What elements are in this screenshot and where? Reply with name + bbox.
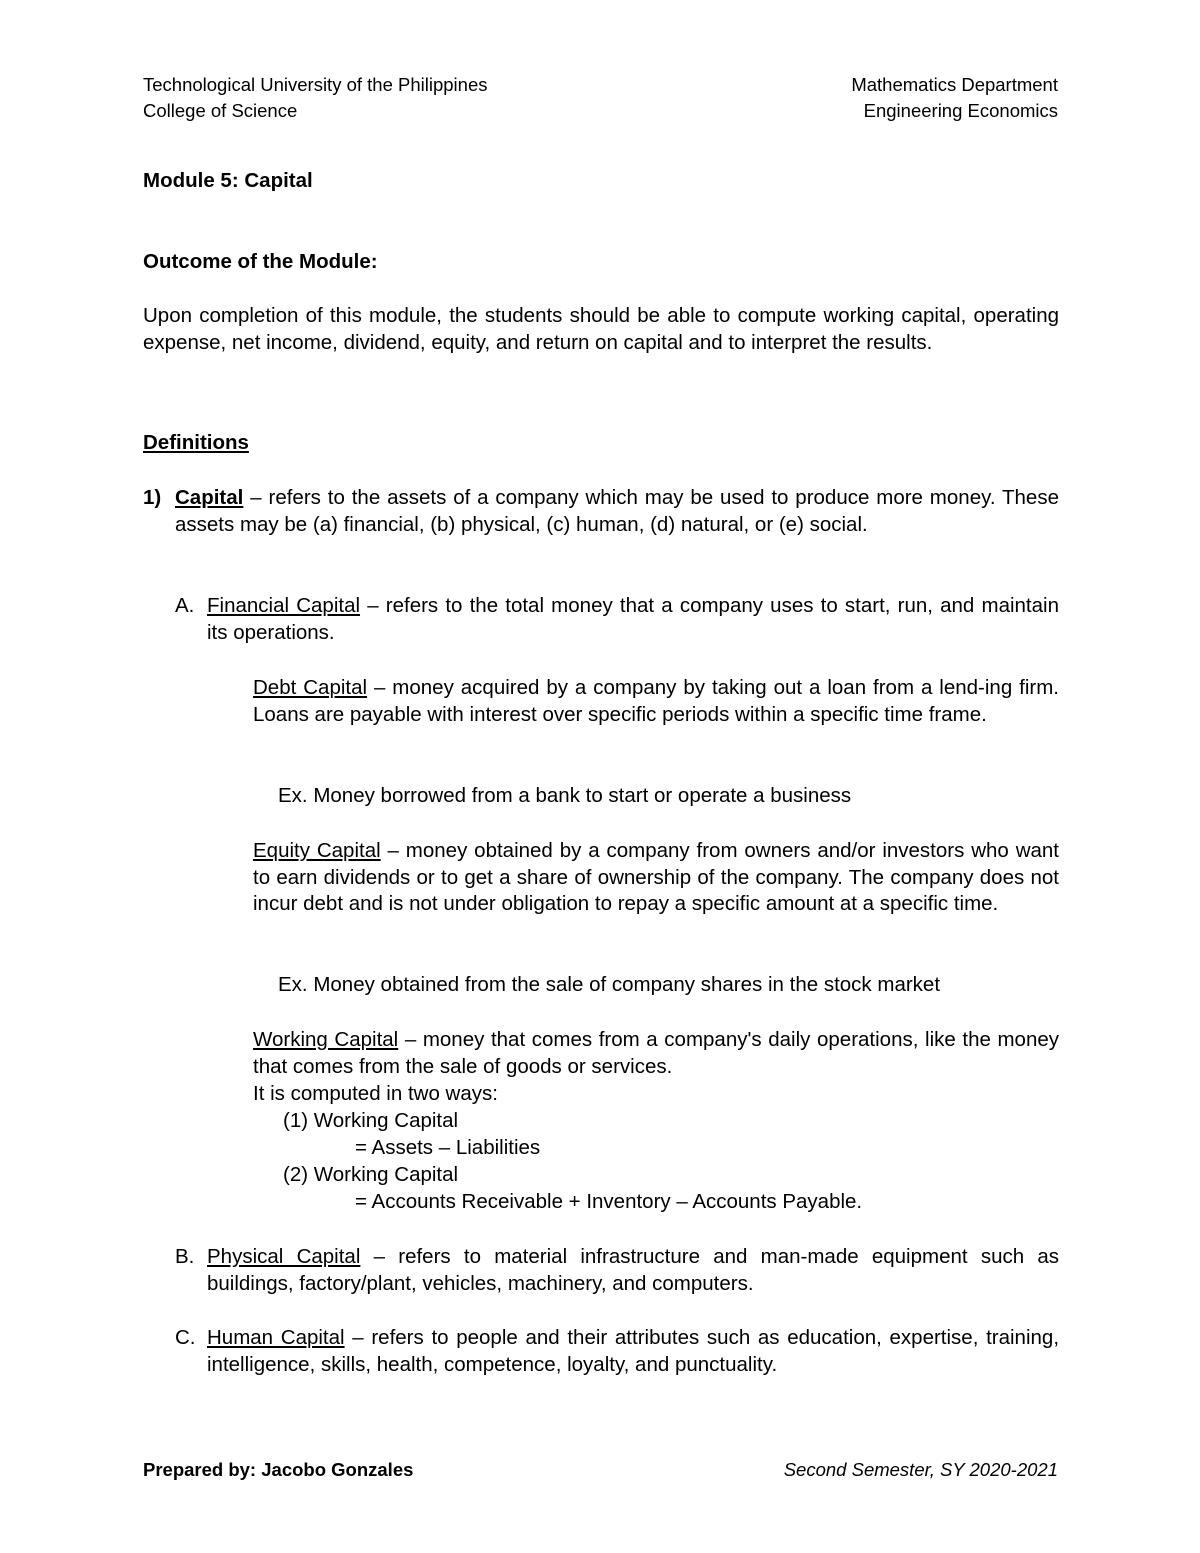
equity-capital-description: – money obtained by a company from owners and/or investors who want to earn dividends or to get a share of ownership of the company. The company does not incur debt and is not under obligation to repay a specific amount at a specific time. xyxy=(253,839,1059,915)
item-number: 1) xyxy=(143,486,162,509)
working-capital-way2: (2) Working Capital xyxy=(283,1163,459,1186)
working-capital-description: – money that comes from a company's daily operations, like the money that comes from the sale of goods or services. xyxy=(253,1028,1059,1078)
working-capital-way1: (1) Working Capital xyxy=(283,1109,459,1132)
debt-capital-term: Debt Capital xyxy=(253,676,368,699)
sub-label-c: C. xyxy=(175,1326,196,1349)
debt-capital-description: – money acquired by a company by taking out a loan from a lend-ing firm. Loans are payable with interest over specific periods within a specific time frame. xyxy=(253,676,1059,726)
definitions-heading: Definitions xyxy=(143,431,249,454)
prepared-by: Prepared by: Jacobo Gonzales xyxy=(143,1459,414,1480)
header-right xyxy=(851,72,1058,124)
course-name: Engineering Economics xyxy=(863,100,1058,121)
college-name: College of Science xyxy=(143,100,298,121)
capital-description: – refers to the assets of a company which may be used to produce more money. These assets may be (a) financial, (b) physical, (c) human, (d) natural, or (e) social. xyxy=(175,486,1059,536)
debt-capital-example: Ex. Money borrowed from a bank to start or operate a business xyxy=(278,784,852,807)
financial-capital-description: – refers to the total money that a company uses to start, run, and maintain its operations. xyxy=(207,594,1059,644)
outcome-heading: Outcome of the Module: xyxy=(143,250,378,273)
working-capital-formula1: = Assets – Liabilities xyxy=(355,1136,541,1159)
working-capital-intro: It is computed in two ways: xyxy=(253,1082,498,1105)
physical-capital-term: Physical Capital xyxy=(207,1245,361,1268)
module-title: Module 5: Capital xyxy=(143,169,313,192)
definition-capital xyxy=(143,485,1059,538)
financial-capital-term: Financial Capital xyxy=(207,594,361,617)
sub-label-b: B. xyxy=(175,1245,195,1268)
debt-capital-paragraph xyxy=(253,675,1059,728)
equity-capital-example: Ex. Money obtained from the sale of company shares in the stock market xyxy=(278,973,941,996)
human-capital-term: Human Capital xyxy=(207,1326,345,1349)
header-left xyxy=(143,72,488,124)
human-capital-description: – refers to people and their attributes such as education, expertise, training, intelligence, skills, health, competence, loyalty, and punctuality. xyxy=(207,1326,1060,1376)
sub-label-a: A. xyxy=(175,594,195,617)
university-name: Technological University of the Philippines xyxy=(143,74,488,95)
definition-physical-capital xyxy=(175,1244,1059,1297)
equity-capital-paragraph xyxy=(253,838,1059,918)
working-capital-formula2: = Accounts Receivable + Inventory – Accounts Payable. xyxy=(355,1190,863,1213)
definition-financial-capital xyxy=(175,593,1059,646)
department-name: Mathematics Department xyxy=(851,74,1058,95)
capital-term: Capital xyxy=(175,486,244,509)
working-capital-term: Working Capital xyxy=(253,1028,399,1051)
outcome-text: Upon completion of this module, the students should be able to compute working capital, operating expense, net income, dividend, equity, and return on capital and to interpret the results. xyxy=(143,304,1059,354)
physical-capital-text xyxy=(207,1244,1059,1297)
financial-capital-text xyxy=(207,593,1059,646)
equity-capital-term: Equity Capital xyxy=(253,839,381,862)
semester-label: Second Semester, SY 2020-2021 xyxy=(783,1459,1058,1480)
physical-capital-description: – refers to material infrastructure and man-made equipment such as buildings, factory/plant, vehicles, machinery, and computers. xyxy=(207,1245,1059,1295)
capital-definition-text xyxy=(175,485,1059,538)
working-capital-paragraph xyxy=(253,1027,1059,1080)
definition-human-capital xyxy=(175,1325,1059,1378)
human-capital-text xyxy=(207,1325,1059,1378)
